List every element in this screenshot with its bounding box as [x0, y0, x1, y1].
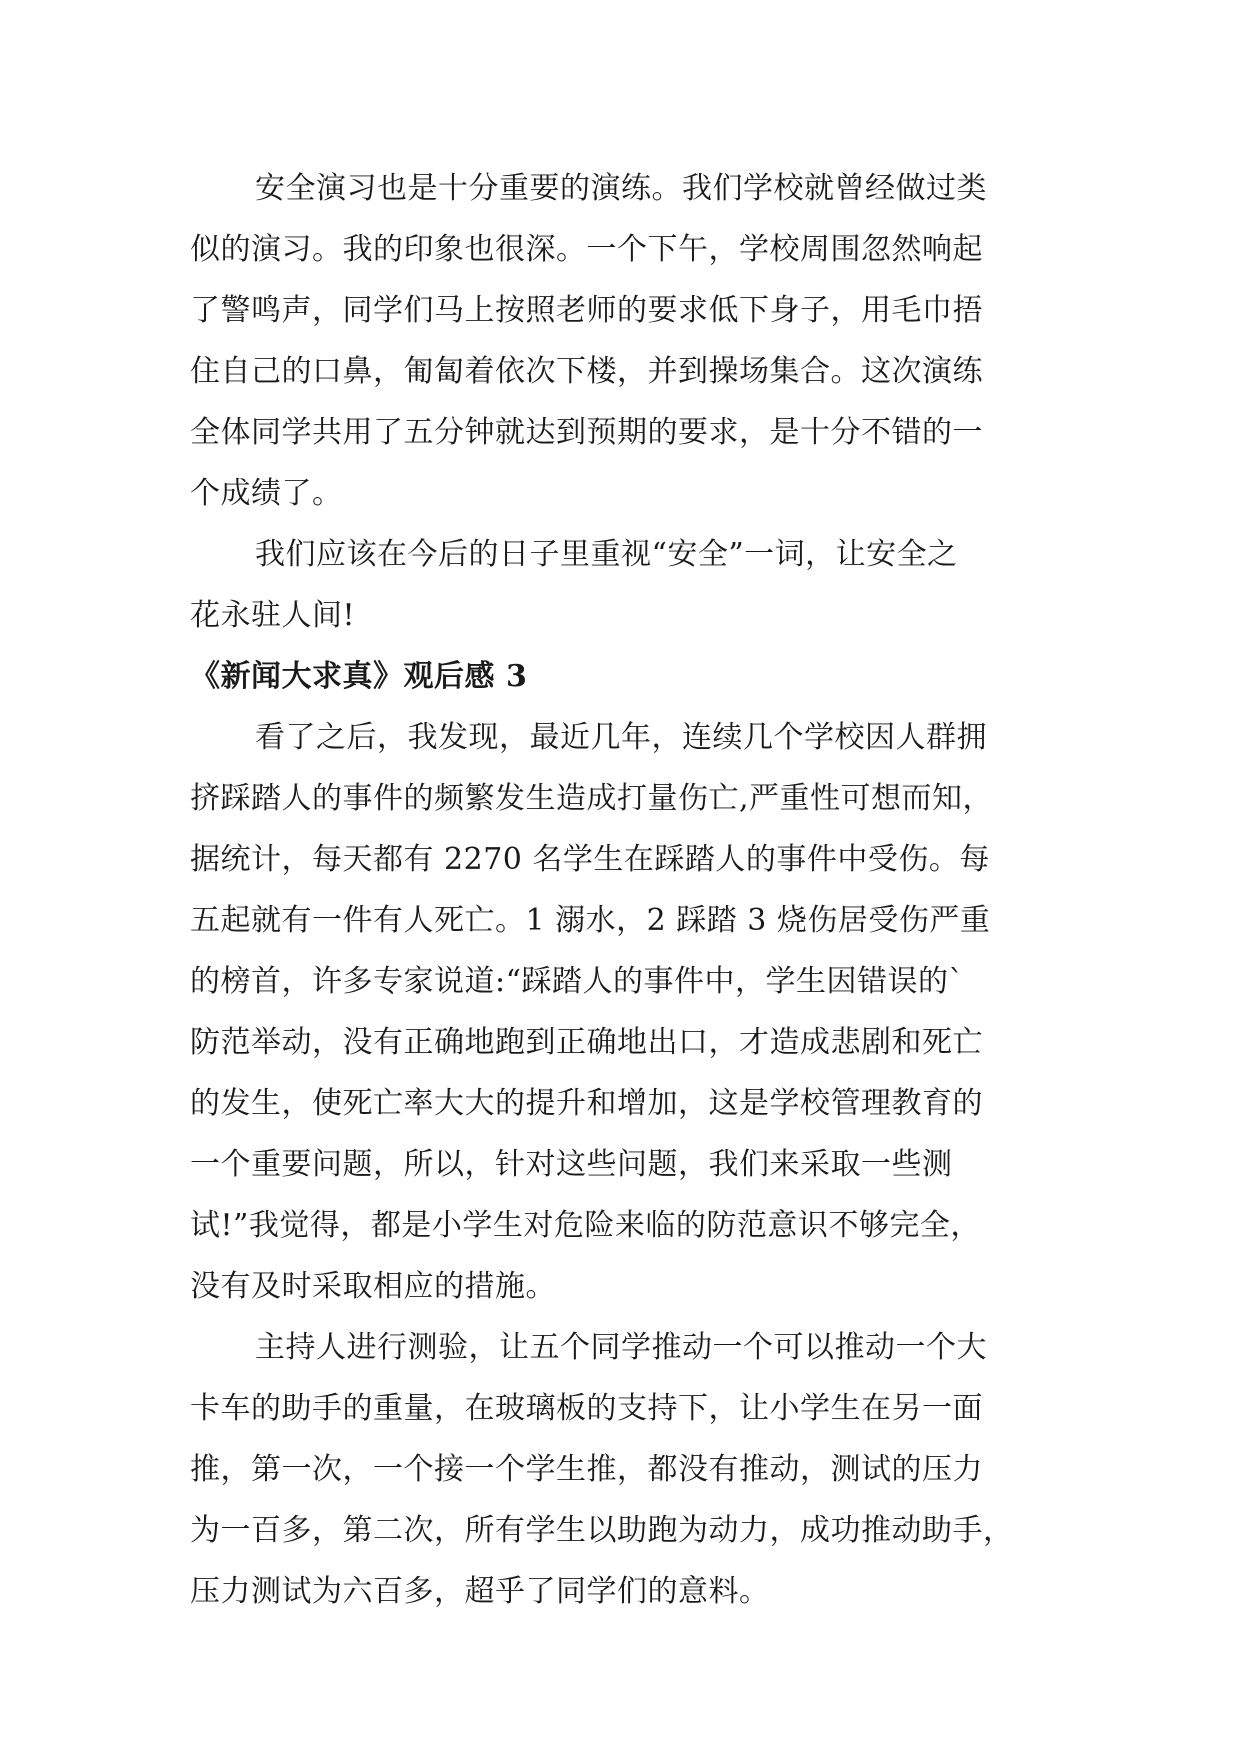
text-line: 的榜首，许多专家说道:“踩踏人的事件中，学生因错误的`	[190, 964, 964, 999]
text-line: 防范举动，没有正确地跑到正确地出口，才造成悲剧和死亡	[190, 1025, 983, 1060]
paragraph-conclusion	[190, 524, 1070, 646]
text-line: 的发生，使死亡率大大的提升和增加，这是学校管理教育的	[190, 1086, 983, 1121]
text-line: 全体同学共用了五分钟就达到预期的要求，是十分不错的一	[190, 415, 983, 450]
text-line: 挤踩踏人的事件的频繁发生造成打量伤亡,严重性可想而知，	[190, 781, 994, 816]
text-line: 主持人进行测验，让五个同学推动一个可以推动一个大	[255, 1330, 987, 1365]
paragraph-stampede-stats	[190, 707, 1070, 1317]
text-line: 没有及时采取相应的措施。	[190, 1269, 556, 1304]
paragraph-experiment	[190, 1317, 1070, 1622]
text-line: 推，第一次，一个接一个学生推，都没有推动，测试的压力	[190, 1452, 983, 1487]
section-title: 《新闻大求真》观后感 3	[190, 659, 528, 694]
text-line: 五起就有一件有人死亡。1 溺水，2 踩踏 3 烧伤居受伤严重	[190, 903, 991, 938]
text-line: 住自己的口鼻，匍匐着依次下楼，并到操场集合。这次演练	[190, 354, 983, 389]
text-line: 我们应该在今后的日子里重视“安全”一词，让安全之	[255, 537, 958, 572]
text-line: 安全演习也是十分重要的演练。我们学校就曾经做过类	[255, 171, 987, 206]
document-body	[190, 158, 1070, 1622]
text-line: 压力测试为六百多，超乎了同学们的意料。	[190, 1574, 770, 1609]
text-line: 个成绩了。	[190, 476, 343, 511]
text-line: 据统计，每天都有 2270 名学生在踩踏人的事件中受伤。每	[190, 842, 990, 877]
text-line: 试!”我觉得，都是小学生对危险来临的防范意识不够完全，	[190, 1208, 981, 1243]
text-line: 似的演习。我的印象也很深。一个下午，学校周围忽然响起	[190, 232, 983, 267]
text-line: 了警鸣声，同学们马上按照老师的要求低下身子，用毛巾捂	[190, 293, 983, 328]
text-line: 一个重要问题，所以，针对这些问题，我们来采取一些测	[190, 1147, 953, 1182]
text-line: 看了之后，我发现，最近几年，连续几个学校因人群拥	[255, 720, 987, 755]
paragraph-safety-drill	[190, 158, 1070, 524]
text-line: 花永驻人间!	[190, 598, 356, 633]
text-line: 为一百多，第二次，所有学生以助跑为动力，成功推动助手，	[190, 1513, 1014, 1548]
text-line: 卡车的助手的重量，在玻璃板的支持下，让小学生在另一面	[190, 1391, 983, 1426]
